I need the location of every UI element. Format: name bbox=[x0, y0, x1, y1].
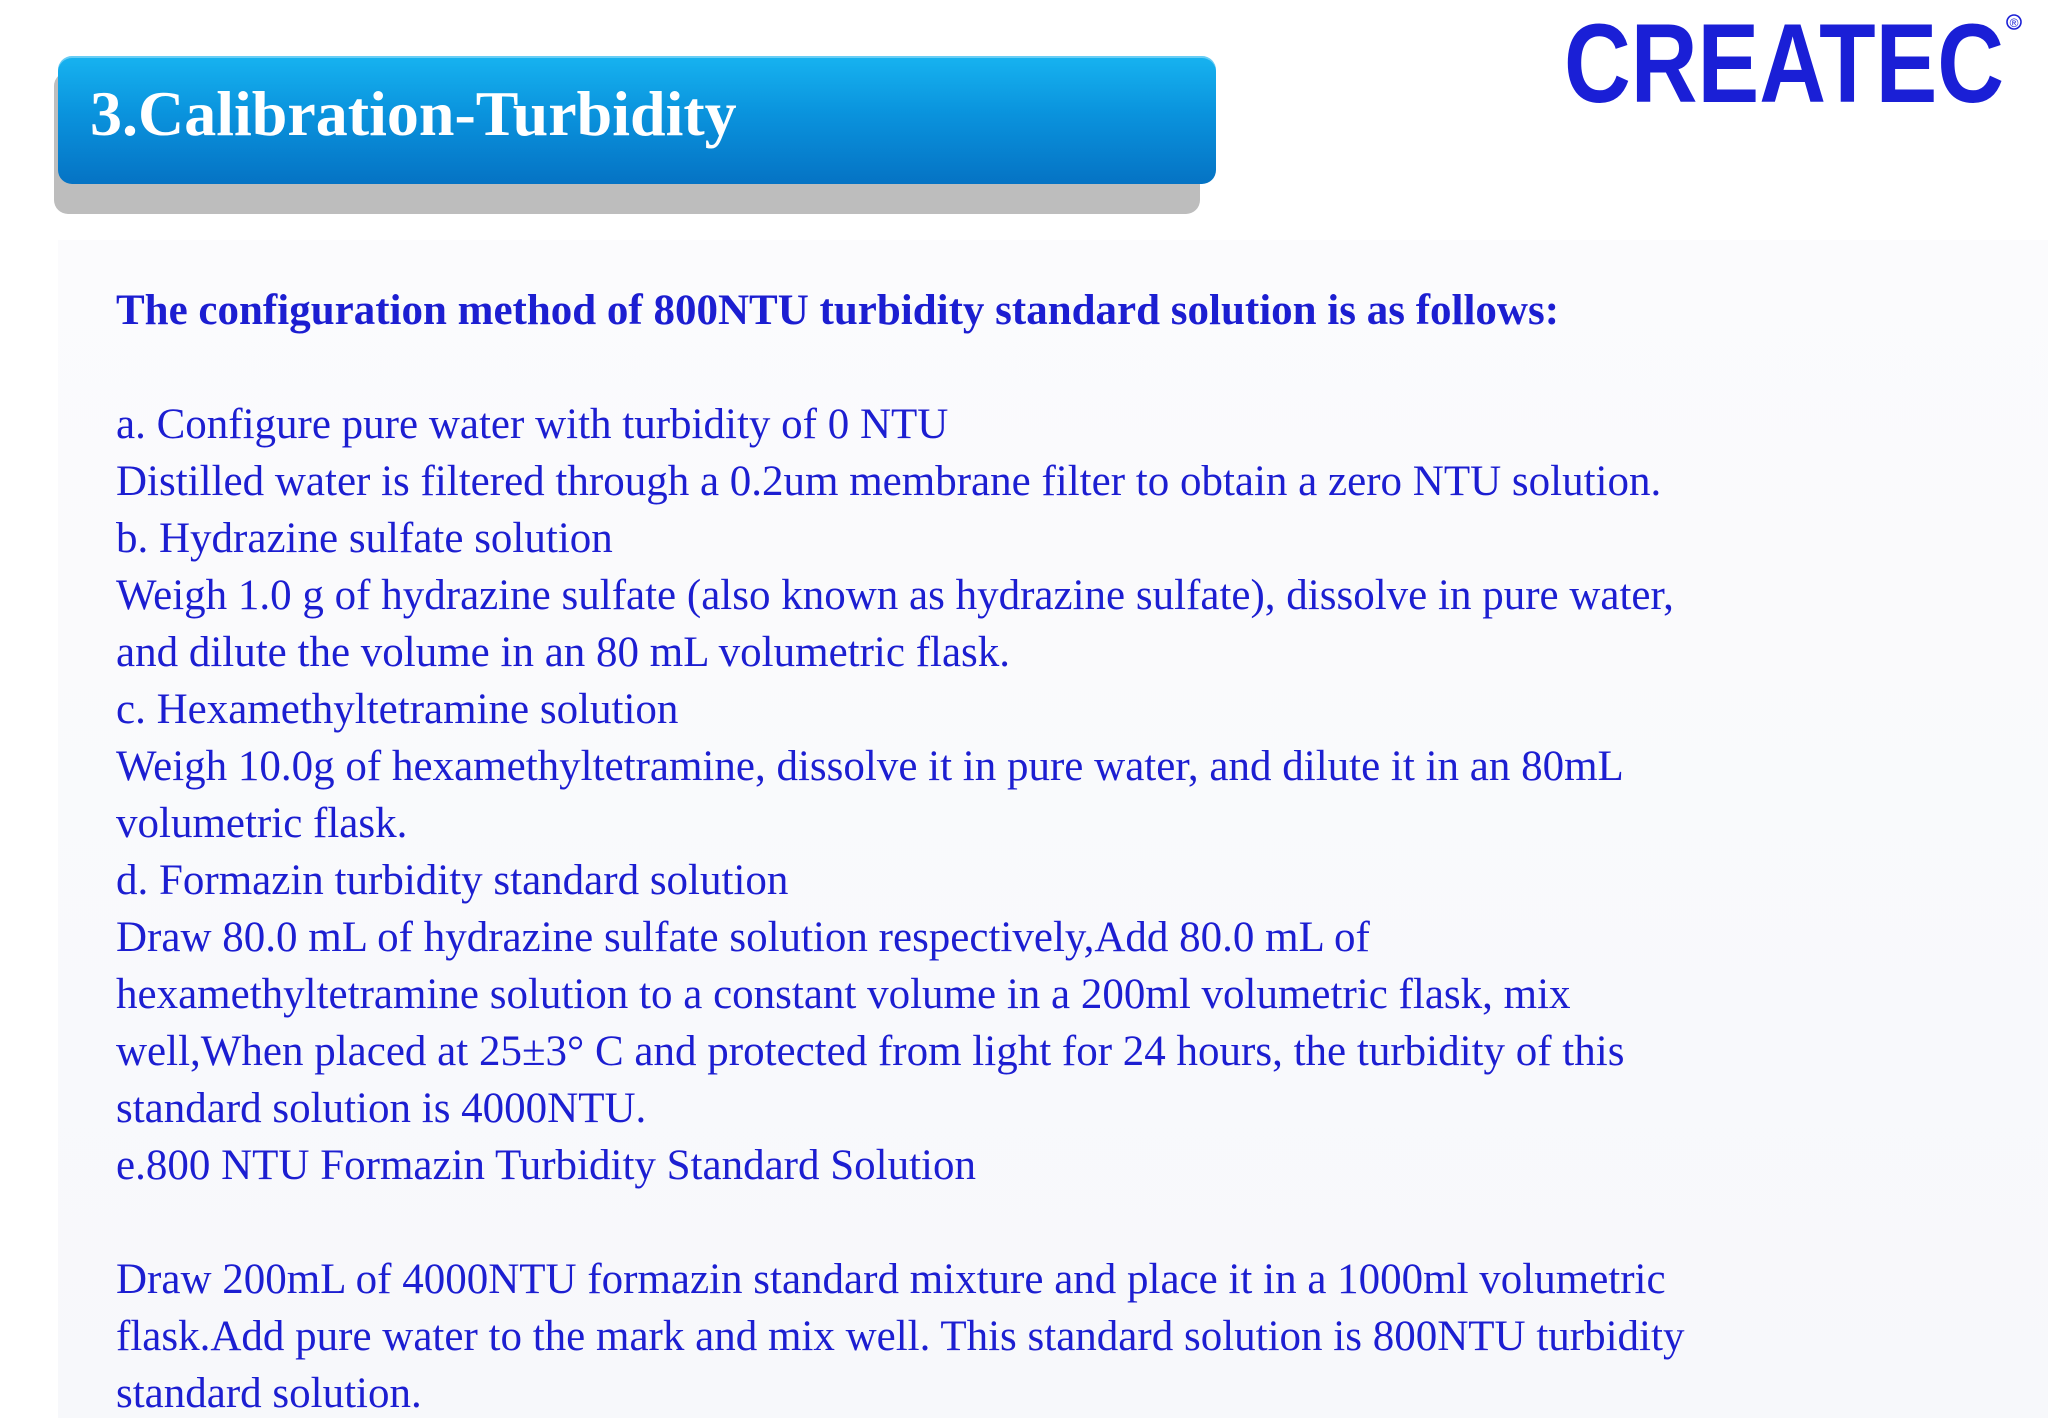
content-final-line-3: standard solution. bbox=[116, 1370, 422, 1417]
content-line-e-title: e.800 NTU Formazin Turbidity Standard Solution bbox=[116, 1142, 976, 1189]
content-final-line-2: flask.Add pure water to the mark and mix well. This standard solution is 800NTU turbidity bbox=[116, 1313, 1685, 1360]
content-line-d-body-4: standard solution is 4000NTU. bbox=[116, 1085, 647, 1132]
content-line-d-body-2: hexamethyltetramine solution to a constant volume in a 200ml volumetric flask, mix bbox=[116, 971, 1571, 1018]
slide-title: 3.Calibration-Turbidity bbox=[90, 78, 737, 149]
content-line-d-body-1: Draw 80.0 mL of hydrazine sulfate solution respectively,Add 80.0 mL of bbox=[116, 914, 1370, 961]
content-line-d-title: d. Formazin turbidity standard solution bbox=[116, 857, 789, 904]
spacer bbox=[116, 339, 1996, 396]
content-line-b-body-1: Weigh 1.0 g of hydrazine sulfate (also known as hydrazine sulfate), dissolve in pure water, bbox=[116, 572, 1674, 619]
content-final-line-1: Draw 200mL of 4000NTU formazin standard mixture and place it in a 1000ml volumetric bbox=[116, 1256, 1666, 1303]
content-line-a-body: Distilled water is filtered through a 0.2um membrane filter to obtain a zero NTU solution. bbox=[116, 458, 1662, 505]
content-line-b-body-2: and dilute the volume in an 80 mL volumetric flask. bbox=[116, 629, 1011, 676]
content-heading: The configuration method of 800NTU turbidity standard solution is as follows: bbox=[116, 287, 1560, 334]
content-line-d-body-3: well,When placed at 25±3° C and protected from light for 24 hours, the turbidity of this bbox=[116, 1028, 1625, 1075]
content-line-c-title: c. Hexamethyltetramine solution bbox=[116, 686, 679, 733]
content-line-b-title: b. Hydrazine sulfate solution bbox=[116, 515, 613, 562]
spacer bbox=[116, 1194, 1996, 1251]
registered-mark: ® bbox=[2009, 16, 2019, 30]
content-line-a-title: a. Configure pure water with turbidity of 0 NTU bbox=[116, 401, 949, 448]
title-bar bbox=[58, 56, 1216, 184]
logo-text: CREATEC bbox=[1564, 10, 2004, 120]
createc-logo bbox=[1562, 10, 2022, 120]
content-line-c-body-2: volumetric flask. bbox=[116, 800, 408, 847]
slide-content bbox=[116, 282, 1996, 1422]
content-line-c-body-1: Weigh 10.0g of hexamethyltetramine, dissolve it in pure water, and dilute it in an 80mL bbox=[116, 743, 1624, 790]
